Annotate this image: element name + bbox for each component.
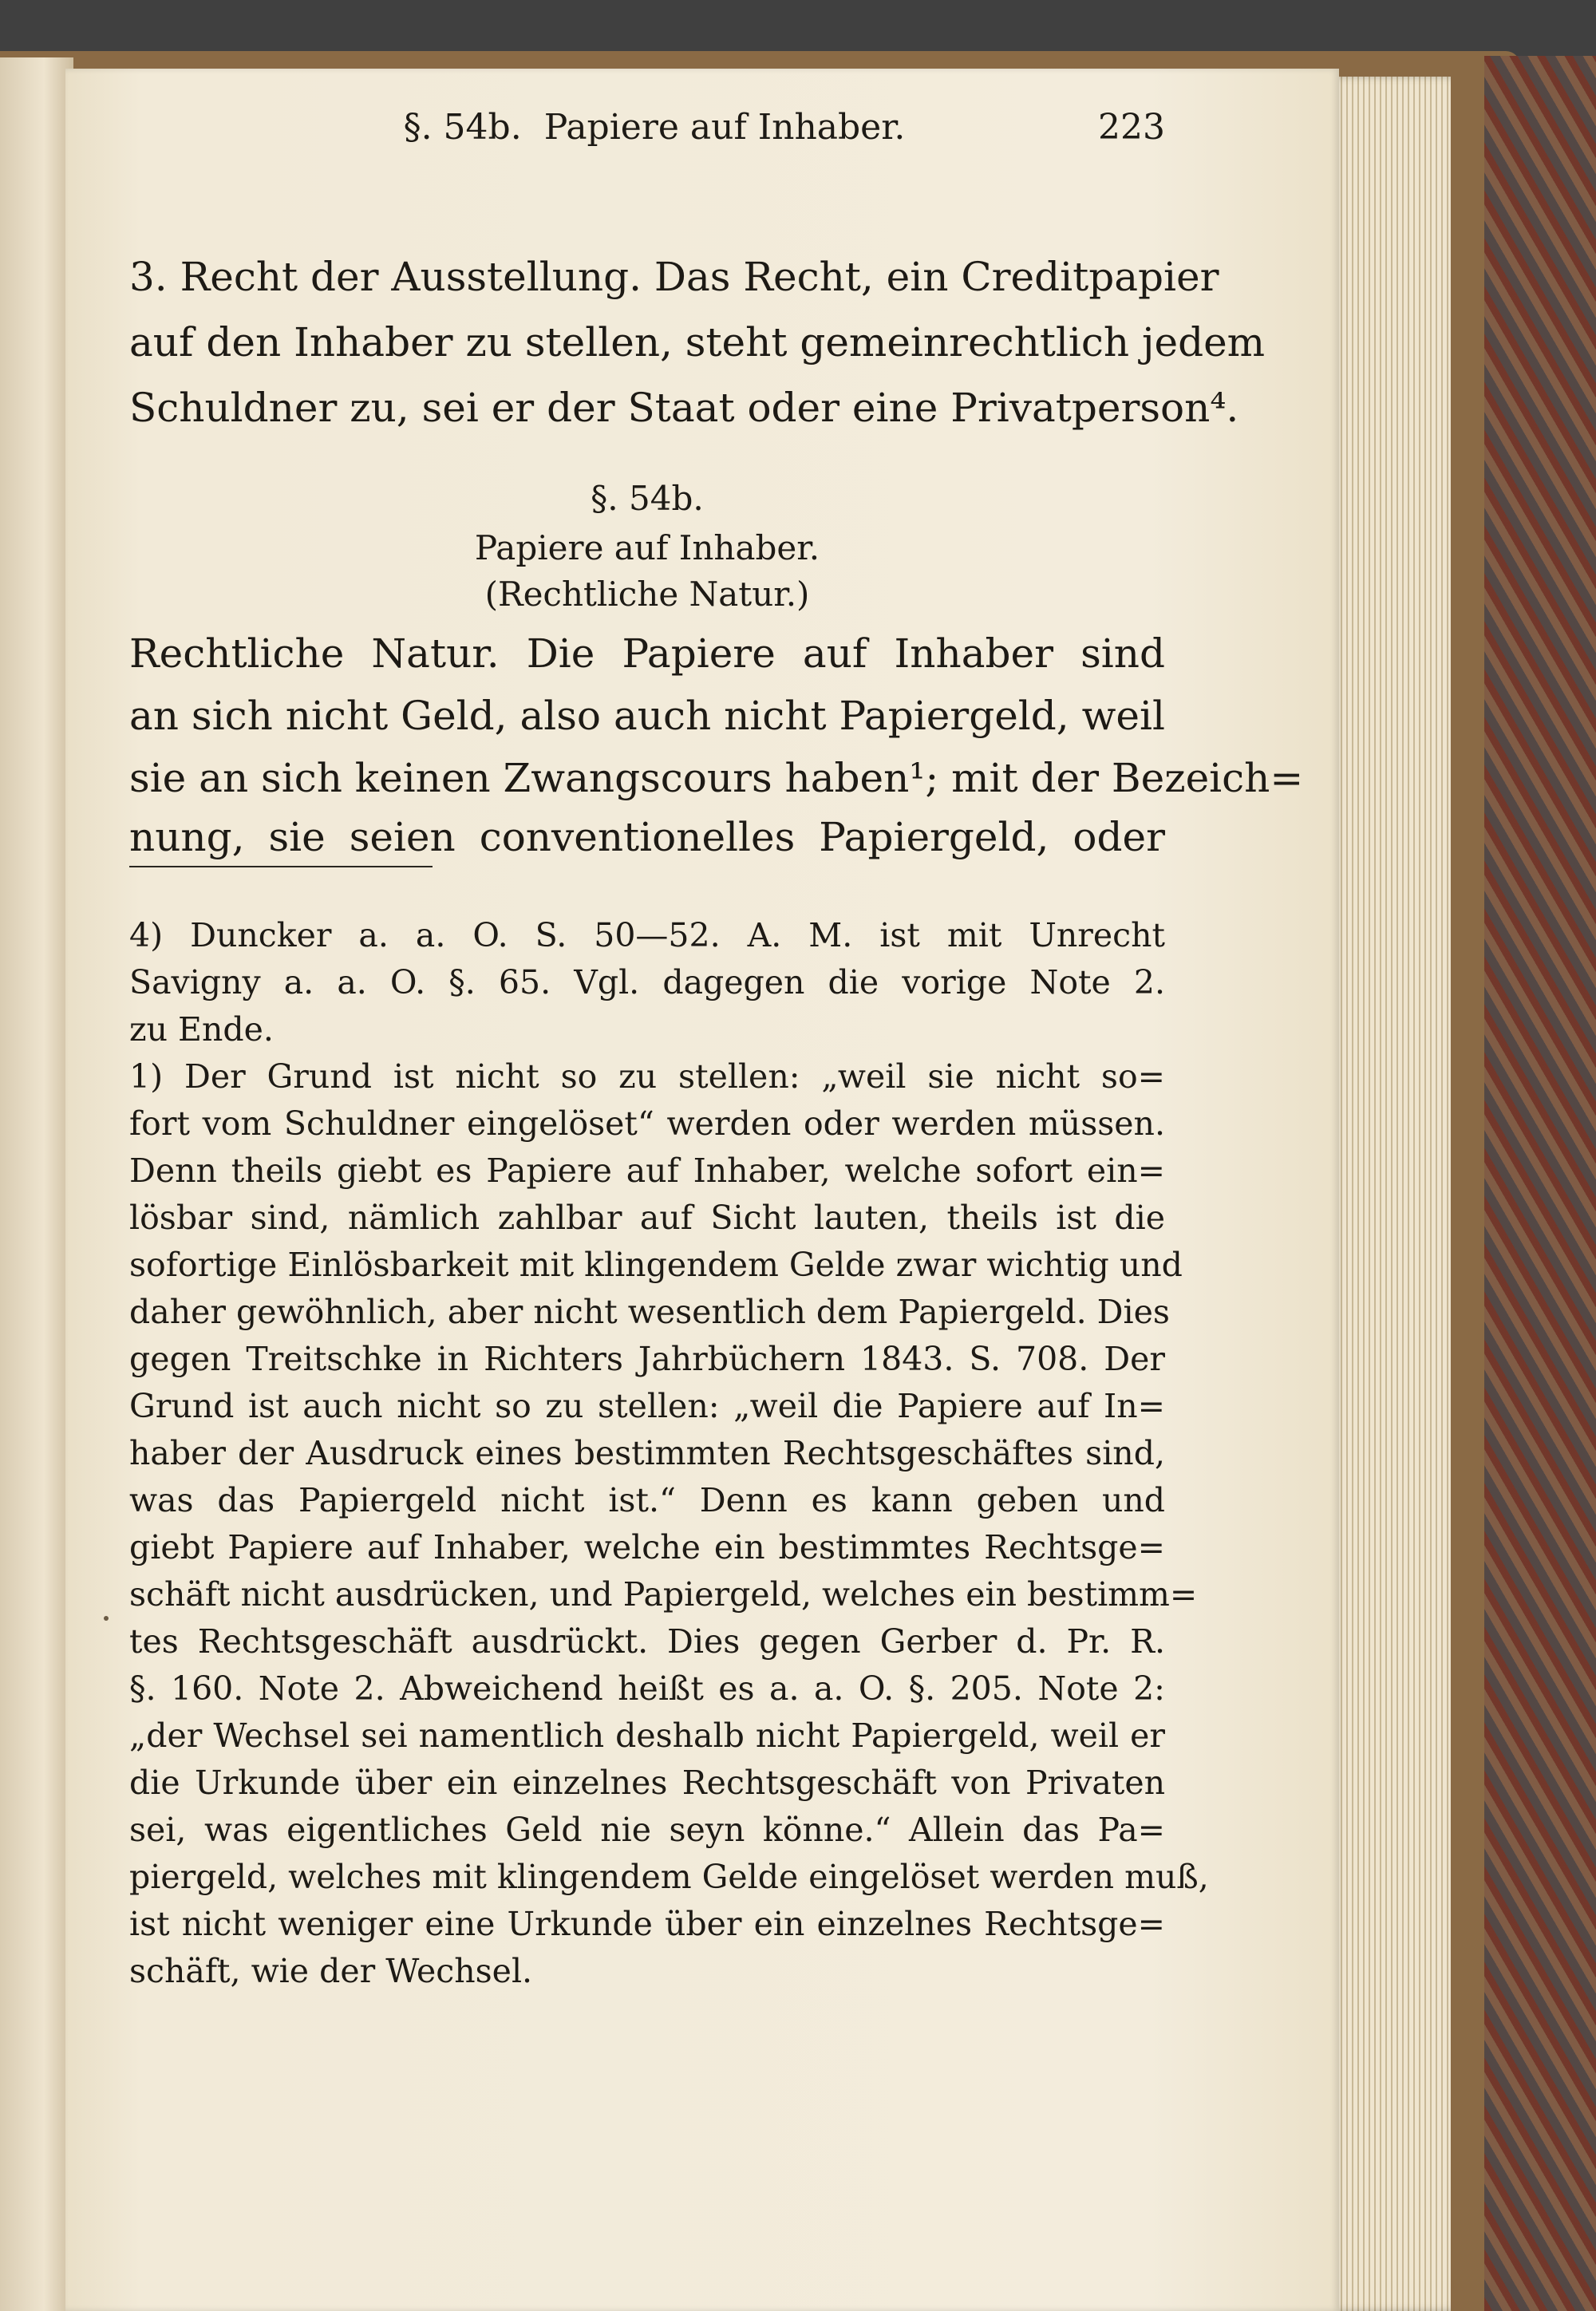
section-number: §. 54b. — [591, 479, 704, 518]
footnote-line: lösbar sind, nämlich zahlbar auf Sicht lauten, theils ist die — [129, 1199, 1165, 1237]
footnote-line: schäft nicht ausdrücken, und Papiergeld, welches ein bestimm= — [129, 1575, 1198, 1614]
footnote-line: schäft, wie der Wechsel. — [129, 1952, 533, 1990]
footnote-line: §. 160. Note 2. Abweichend heißt es a. a. O. §. 205. Note 2: — [129, 1669, 1165, 1708]
text-line: Schuldner zu, sei er der Staat oder eine Privatperson⁴. — [129, 385, 1239, 431]
footnote-line: was das Papiergeld nicht ist.“ Denn es kann geben und — [129, 1481, 1165, 1519]
running-header — [144, 107, 1165, 171]
text-line: 3. Recht der Ausstellung. Das Recht, ein Creditpapier — [129, 254, 1219, 300]
footnote-line: „der Wechsel sei namentlich deshalb nicht Papiergeld, weil er — [129, 1716, 1165, 1755]
footnote-line: die Urkunde über ein einzelnes Rechtsgeschäft von Privaten — [129, 1764, 1165, 1802]
ink-spot — [104, 1616, 109, 1621]
section-title: Papiere auf Inhaber. — [474, 528, 820, 567]
text-line: Rechtliche Natur. Die Papiere auf Inhaber sind — [129, 630, 1165, 677]
section-subtitle: (Rechtliche Natur.) — [484, 575, 810, 614]
footnote-line: Denn theils giebt es Papiere auf Inhaber, welche sofort ein= — [129, 1152, 1165, 1190]
footnote-line: gegen Treitschke in Richters Jahrbüchern 1843. S. 708. Der — [129, 1340, 1165, 1378]
marbled-cover-edge — [1484, 56, 1596, 2311]
text-line: an sich nicht Geld, also auch nicht Papiergeld, weil — [129, 693, 1165, 739]
footnote-line: tes Rechtsgeschäft ausdrückt. Dies gegen Gerber d. Pr. R. — [129, 1622, 1165, 1661]
footnote-line: sofortige Einlösbarkeit mit klingendem Gelde zwar wichtig und — [129, 1246, 1183, 1284]
footnote-line: daher gewöhnlich, aber nicht wesentlich dem Papiergeld. Dies — [129, 1293, 1170, 1331]
page-edges — [1331, 77, 1451, 2311]
header-section: §. 54b. — [403, 107, 522, 148]
footnote-line: sei, was eigentliches Geld nie seyn könne.“ Allein das Pa= — [129, 1811, 1165, 1849]
footnote-divider — [129, 866, 433, 867]
header-title-text: Papiere auf Inhaber. — [543, 107, 906, 148]
footnote-line: zu Ende. — [129, 1010, 274, 1049]
footnote-line: Grund ist auch nicht so zu stellen: „weil die Papiere auf In= — [129, 1387, 1165, 1425]
footnote-line: 4) Duncker a. a. O. S. 50—52. A. M. ist mit Unrecht — [129, 916, 1165, 954]
footnote-line: Savigny a. a. O. §. 65. Vgl. dagegen die vorige Note 2. — [129, 963, 1165, 1001]
text-line: auf den Inhaber zu stellen, steht gemeinrechtlich jedem — [129, 319, 1266, 365]
page-number: 223 — [1098, 107, 1165, 148]
footnote-line: ist nicht weniger eine Urkunde über ein einzelnes Rechtsge= — [129, 1905, 1165, 1943]
footnote-line: piergeld, welches mit klingendem Gelde eingelöset werden muß, — [129, 1858, 1209, 1896]
text-line: nung, sie seien conventionelles Papiergeld, oder — [129, 814, 1165, 860]
footnote-line: fort vom Schuldner eingelöset“ werden oder werden müssen. — [129, 1104, 1165, 1143]
footnote-line: giebt Papiere auf Inhaber, welche ein bestimmtes Rechtsge= — [129, 1528, 1165, 1566]
text-line: sie an sich keinen Zwangscours haben¹; mit der Bezeich= — [129, 755, 1304, 801]
header-title — [144, 107, 1165, 148]
left-page-stack — [0, 57, 73, 2311]
footnote-line: haber der Ausdruck eines bestimmten Rechtsgeschäftes sind, — [129, 1434, 1165, 1472]
footnote-line: 1) Der Grund ist nicht so zu stellen: „weil sie nicht so= — [129, 1057, 1165, 1096]
